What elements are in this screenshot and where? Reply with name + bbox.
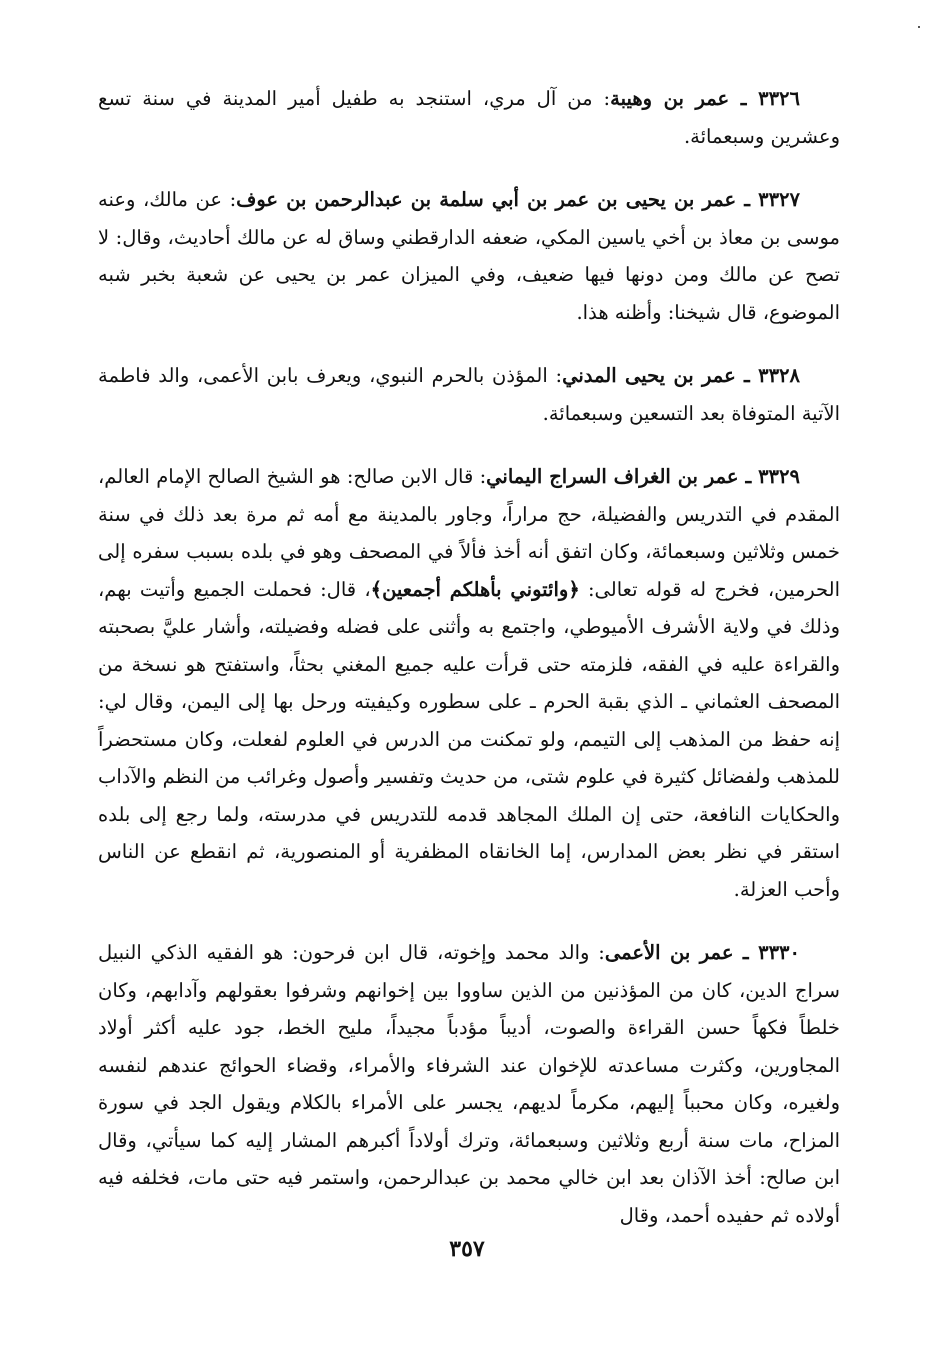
entry-text: : عن مالك، وعنه موسى بن معاذ بن أخي ياسين المكي، ضعفه الدارقطني وساق له عن مالك أحاديث، وقال: لا تصح عن مالك ومن دونها فيها ضعيف، وفي الميزان عمر بن يحيى عن شعبة بخبر شبه الموضوع، قال شيخنا: وأظنه هذا. bbox=[98, 188, 840, 324]
entry-3326 bbox=[98, 80, 840, 155]
entry-3329 bbox=[98, 458, 840, 908]
entry-3327 bbox=[98, 181, 840, 331]
entry-paragraph bbox=[98, 458, 840, 908]
entry-3330 bbox=[98, 934, 840, 1234]
scan-speck bbox=[918, 26, 920, 28]
quran-quote: ﴿وائتوني بأهلكم أجمعين﴾ bbox=[370, 577, 580, 601]
entry-number: ٣٣٢٧ bbox=[758, 188, 800, 211]
entry-name: عمر بن وهيبة bbox=[610, 87, 730, 110]
entry-text: : من آل مري، استنجد به طفيل أمير المدينة في سنة تسع وعشرين وسبعمائة. bbox=[98, 87, 840, 148]
entry-dash: ـ bbox=[735, 364, 759, 387]
entry-paragraph bbox=[98, 357, 840, 432]
entry-dash: ـ bbox=[736, 188, 759, 211]
entry-number: ٣٣٢٦ bbox=[758, 87, 800, 110]
entry-number: ٣٣٣٠ bbox=[758, 941, 800, 964]
entry-name: عمر بن الغراف السراج اليماني bbox=[486, 465, 739, 488]
entry-text: : المؤذن بالحرم النبوي، ويعرف بابن الأعمى، والد فاطمة الآتية المتوفاة بعد التسعين وسبعمائة. bbox=[98, 364, 840, 425]
entry-text: : قال الابن صالح: هو الشيخ الصالح الإمام العالم، المقدم في التدريس والفضيلة، حج مراراً، وجاور بالمدينة مع أمه ثم مرة بعد ذلك في سنة خمس وثلاثين وسبعمائة، وكان اتفق أنه أخذ فألاً في المصحف وهو في بلده بسبب سفره إلى الحرمين، فخرج له قوله تعالى: bbox=[98, 465, 840, 601]
entry-text: : والد محمد وإخوته، قال ابن فرحون: هو الفقيه الذكي النبيل سراج الدين، كان من المؤذنين من الذين ساووا بين إخوانهم وشرفوا بعقولهم وآدابهم، وكان خلطاً فكهاً حسن القراءة والصوت، أديباً مؤدباً مجيداً، مليح الخط، جود عليه أكثر أولاد المجاورين، وكثرت مساعدته للإخوان عند الشرفاء والأمراء، وقضاء الحوائج عندهم لنفسه ولغيره، وكان محبباً إليهم، مكرماً لديهم، يجسر على الأمراء بالكلام ويقول الجد في سورة المزاح، مات سنة أربع وثلاثين وسبعمائة، وترك أولاداً أكبرهم المشار إليه كما سيأتي، وقال ابن صالح: أخذ الآذان بعد ابن خالي محمد بن عبدالرحمن، واستمر فيه حتى مات، فخلفه فيه أولاده ثم حفيده أحمد، وقال bbox=[98, 941, 840, 1227]
entry-text-continued: ، قال: فحملت الجميع وأتيت بهم، وذلك في ولاية الأشرف الأميوطي، واجتمع به وأثنى على فضله وفضيلته، وأشار عليَّ بصحبته والقراءة عليه في الفقه، فلزمته حتى قرأت عليه جميع المغني بحثاً، واستفتح هو نسخة من المصحف العثماني ـ الذي بقبة الحرم ـ على سطوره وكيفيته ورحل بها إلى اليمن، وقال لي: إنه حفظ من المذهب إلى التيمم، ولو تمكنت من الدرس في العلوم لفعلت، وكان مستحضراً للمذهب ولفضائل كثيرة في علوم شتى، من حديث وتفسير وأصول وغرائب من النظم والآداب والحكايات النافعة، حتى إن الملك المجاهد قدمه للتدريس في مدرسته، ولما رجع إلى بلده استقر في نظر بعض المدارس، إما الخانقاه المظفرية أو المنصورية، ثم انقطع عن الناس وأحب العزلة. bbox=[98, 577, 840, 901]
entry-name: عمر بن يحيى المدني bbox=[562, 364, 736, 387]
entry-paragraph bbox=[98, 181, 840, 331]
entry-dash: ـ bbox=[738, 465, 759, 488]
entry-dash: ـ bbox=[733, 941, 759, 964]
entry-name: عمر بن يحيى بن عمر بن أبي سلمة بن عبدالرحمن بن عوف bbox=[236, 188, 737, 211]
entry-number: ٣٣٢٩ bbox=[758, 465, 800, 488]
entry-3328 bbox=[98, 357, 840, 432]
entry-paragraph bbox=[98, 80, 840, 155]
entry-number: ٣٣٢٨ bbox=[758, 364, 800, 387]
entry-name: عمر بن الأعمى bbox=[604, 941, 734, 964]
page-number: ٣٥٧ bbox=[449, 1236, 485, 1262]
page-body bbox=[98, 80, 840, 1280]
entry-paragraph bbox=[98, 934, 840, 1234]
entry-dash: ـ bbox=[729, 87, 759, 110]
